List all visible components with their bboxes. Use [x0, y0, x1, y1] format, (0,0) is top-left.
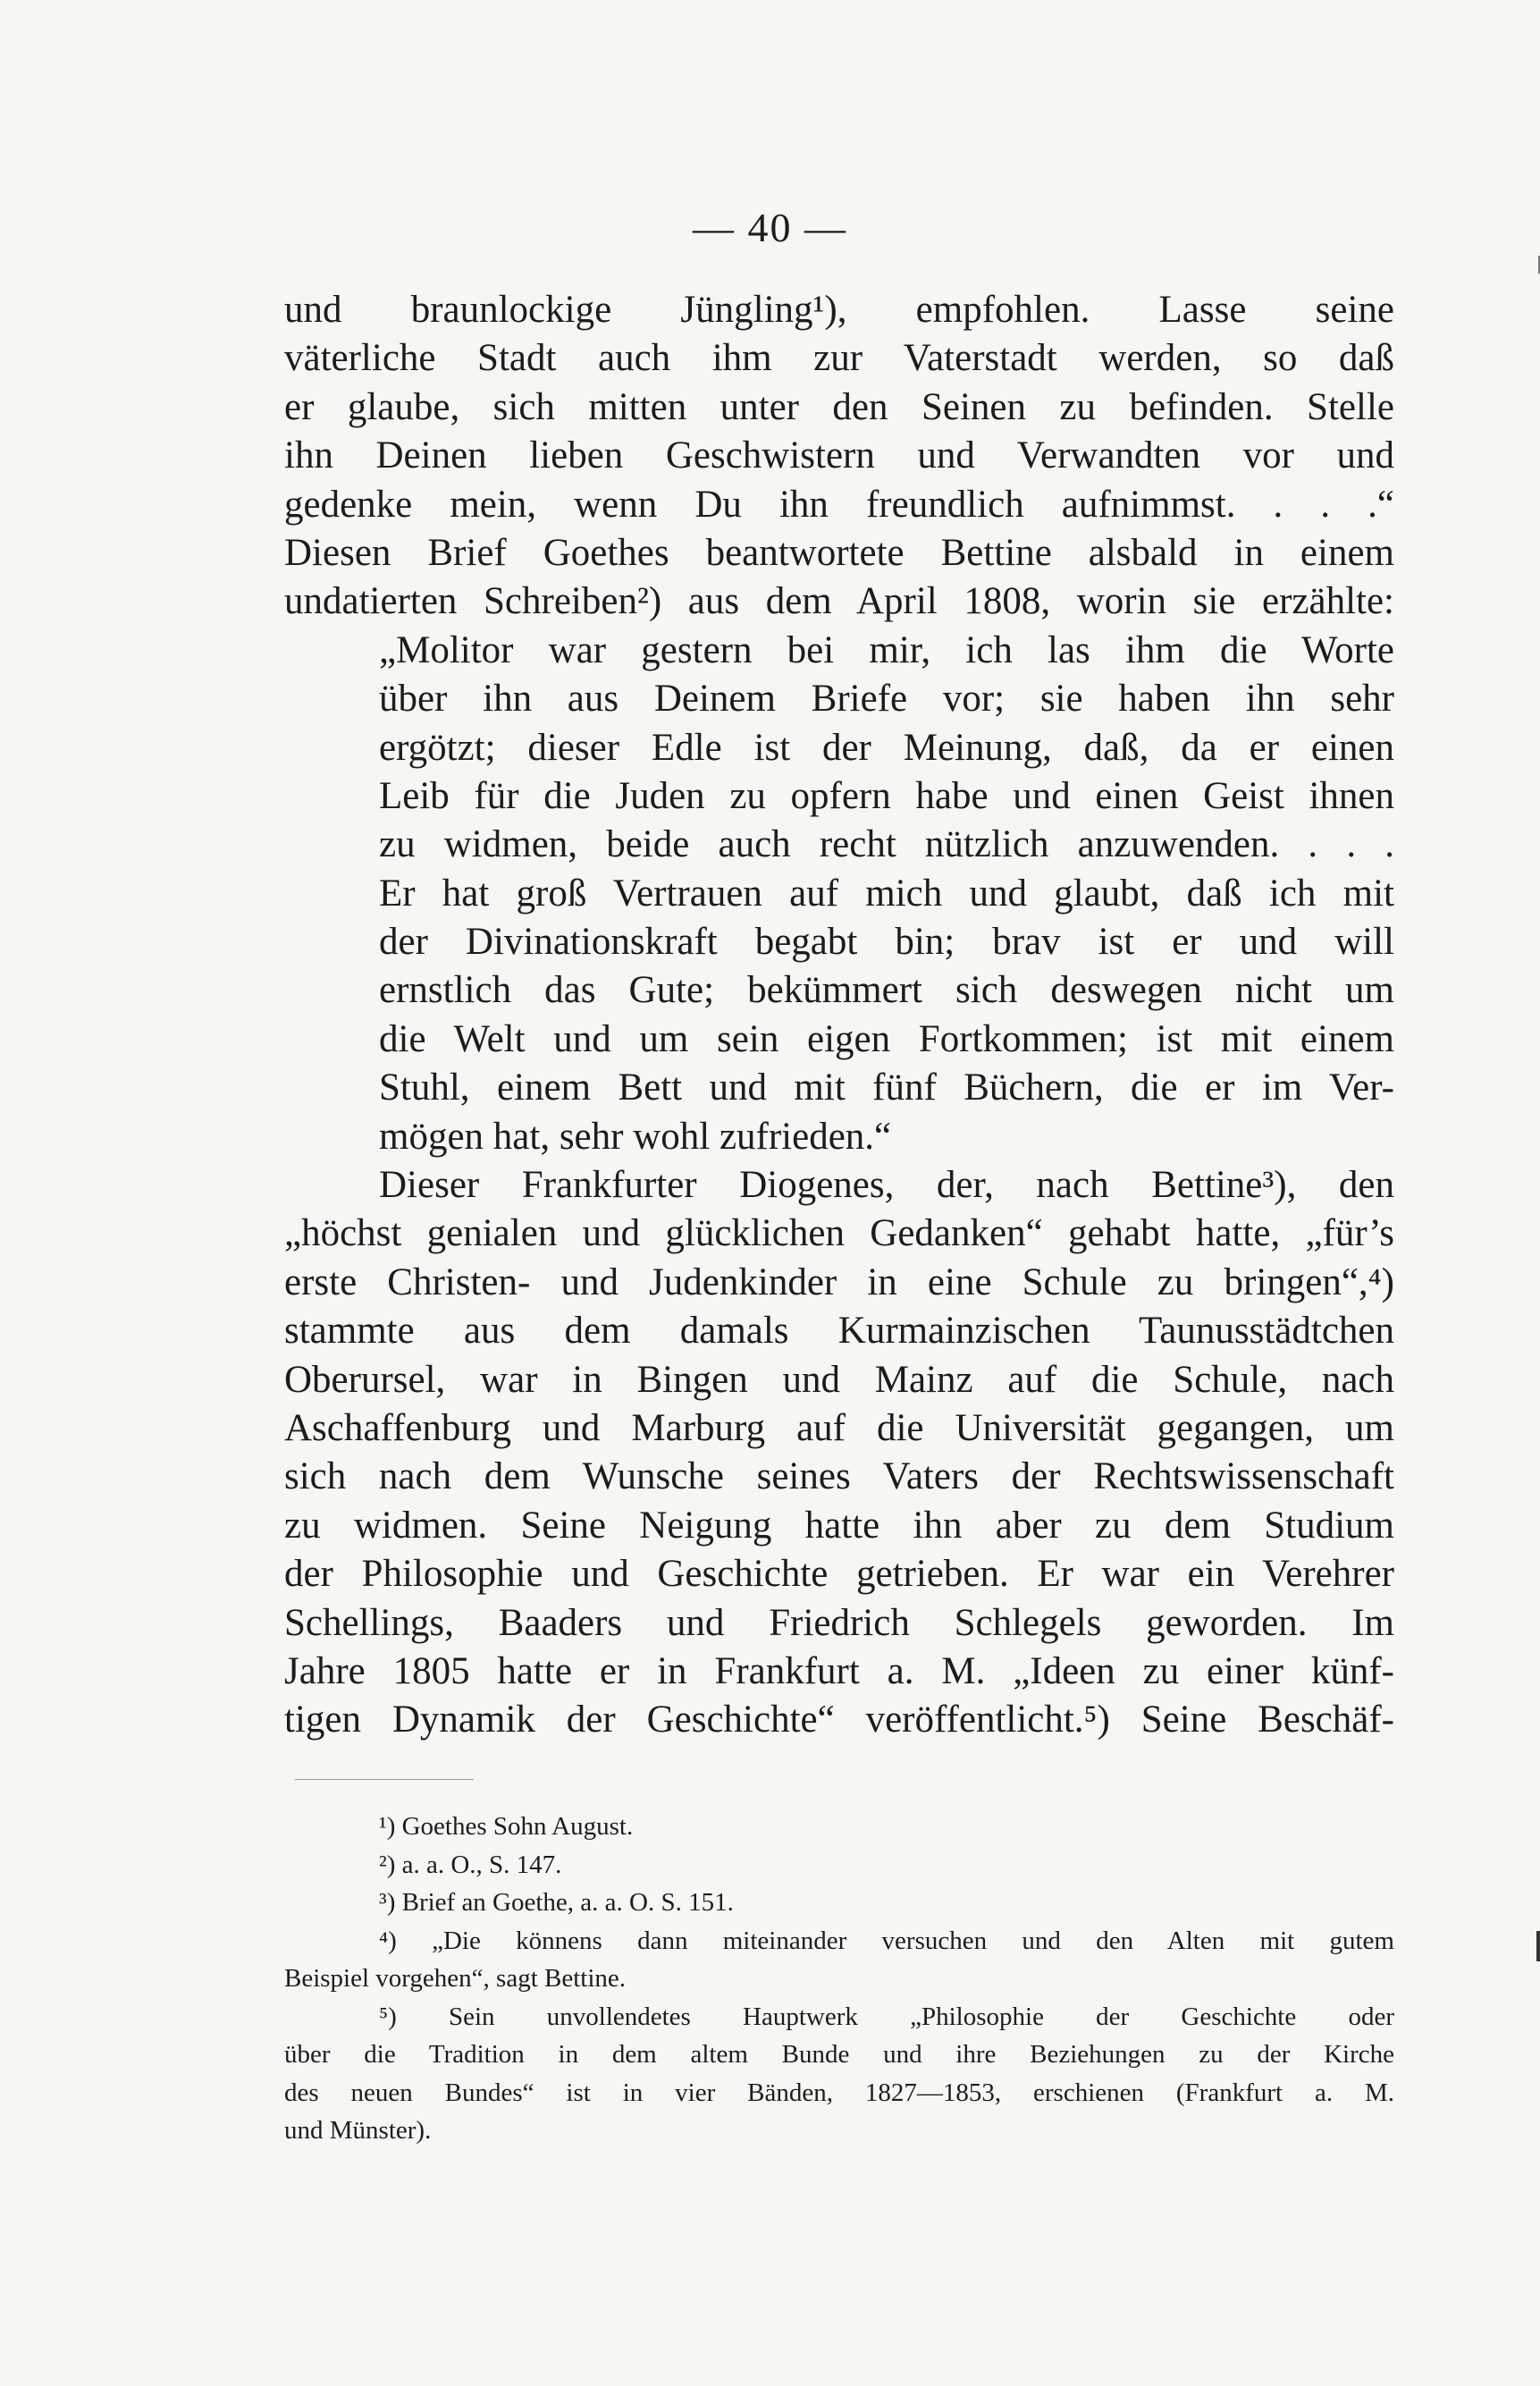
text-line: tigen Dynamik der Geschichte“ veröffentlicht.⁵) Seine Beschäf-	[284, 1699, 1394, 1741]
footnote-5-cont: und Münster).	[284, 2116, 432, 2145]
footnotes	[284, 1808, 1394, 2150]
footnote-3: ³) Brief an Goethe, a. a. O. S. 151.	[379, 1888, 734, 1917]
footnote-5-cont: des neuen Bundes“ ist in vier Bänden, 1827—1853, erschienen (Frankfurt a. M.	[284, 2078, 1394, 2107]
footnote-5: ⁵) Sein unvollendetes Hauptwerk „Philosophie der Geschichte oder	[379, 2002, 1394, 2031]
text-line: undatierten Schreiben²) aus dem April 1808, worin sie erzählte:	[284, 580, 1394, 623]
quote-line: „Molitor war gestern bei mir, ich las ihm die Worte	[379, 628, 1394, 671]
text-line: Aschaffenburg und Marburg auf die Universität gegangen, um	[284, 1406, 1394, 1449]
quote-line: die Welt und um sein eigen Fortkommen; ist mit einem	[379, 1017, 1394, 1060]
quote-line: mögen hat, sehr wohl zufrieden.“	[379, 1115, 892, 1158]
text-line: erste Christen- und Judenkinder in eine Schule zu bringen“,⁴)	[284, 1260, 1394, 1303]
scan-edge-mark	[1536, 1931, 1540, 1961]
quote-line: ernstlich das Gute; bekümmert sich deswegen nicht um	[379, 969, 1394, 1012]
footnote-1: ¹) Goethes Sohn August.	[379, 1812, 634, 1841]
text-line: Diesen Brief Goethes beantwortete Bettine alsbald in einem	[284, 531, 1394, 574]
quote-line: ergötzt; dieser Edle ist der Meinung, daß, da er einen	[379, 726, 1394, 769]
text-line: „höchst genialen und glücklichen Gedanken“ gehabt hatte, „für’s	[284, 1212, 1394, 1255]
footnote-4-cont: Beispiel vorgehen“, sagt Bettine.	[284, 1964, 627, 1993]
text-line: Oberursel, war in Bingen und Mainz auf die Schule, nach	[284, 1358, 1394, 1401]
text-line: Jahre 1805 hatte er in Frankfurt a. M. „Ideen zu einer künf-	[284, 1649, 1394, 1692]
text-line: ihn Deinen lieben Geschwistern und Verwandten vor und	[284, 434, 1394, 477]
text-line: zu widmen. Seine Neigung hatte ihn aber zu dem Studium	[284, 1504, 1394, 1547]
text-line: gedenke mein, wenn Du ihn freundlich aufnimmst. . . .“	[284, 483, 1394, 526]
page-number: — 40 —	[693, 205, 847, 250]
footnote-4: ⁴) „Die könnens dann miteinander versuchen und den Alten mit gutem	[379, 1926, 1394, 1955]
quote-line: der Divinationskraft begabt bin; brav ist er und will	[379, 921, 1394, 964]
text-line: Dieser Frankfurter Diogenes, der, nach Bettine³), den	[379, 1164, 1394, 1207]
quote-line: zu widmen, beide auch recht nützlich anzuwenden. . . .	[379, 823, 1394, 866]
text-line: der Philosophie und Geschichte getrieben. Er war ein Verehrer	[284, 1553, 1394, 1596]
footnote-5-cont: über die Tradition in dem altem Bunde und ihre Beziehungen zu der Kirche	[284, 2040, 1394, 2069]
text-line: er glaube, sich mitten unter den Seinen zu befinden. Stelle	[284, 385, 1394, 428]
text-line: väterliche Stadt auch ihm zur Vaterstadt werden, so daß	[284, 337, 1394, 380]
quote-line: Leib für die Juden zu opfern habe und einen Geist ihnen	[379, 774, 1394, 817]
quote-line: über ihn aus Deinem Briefe vor; sie haben ihn sehr	[379, 678, 1394, 721]
footnote-divider	[295, 1779, 474, 1780]
quote-line: Stuhl, einem Bett und mit fünf Büchern, die er im Ver-	[379, 1067, 1394, 1109]
text-line: und braunlockige Jüngling¹), empfohlen. Lasse seine	[284, 289, 1394, 331]
text-line: stammte aus dem damals Kurmainzischen Taunusstädtchen	[284, 1310, 1394, 1353]
footnote-2: ²) a. a. O., S. 147.	[379, 1850, 562, 1879]
quote-line: Er hat groß Vertrauen auf mich und glaubt, daß ich mit	[379, 872, 1394, 915]
body-text	[284, 286, 1394, 1745]
text-line: Schellings, Baaders und Friedrich Schlegels geworden. Im	[284, 1601, 1394, 1644]
text-line: sich nach dem Wunsche seines Vaters der Rechtswissenschaft	[284, 1455, 1394, 1498]
